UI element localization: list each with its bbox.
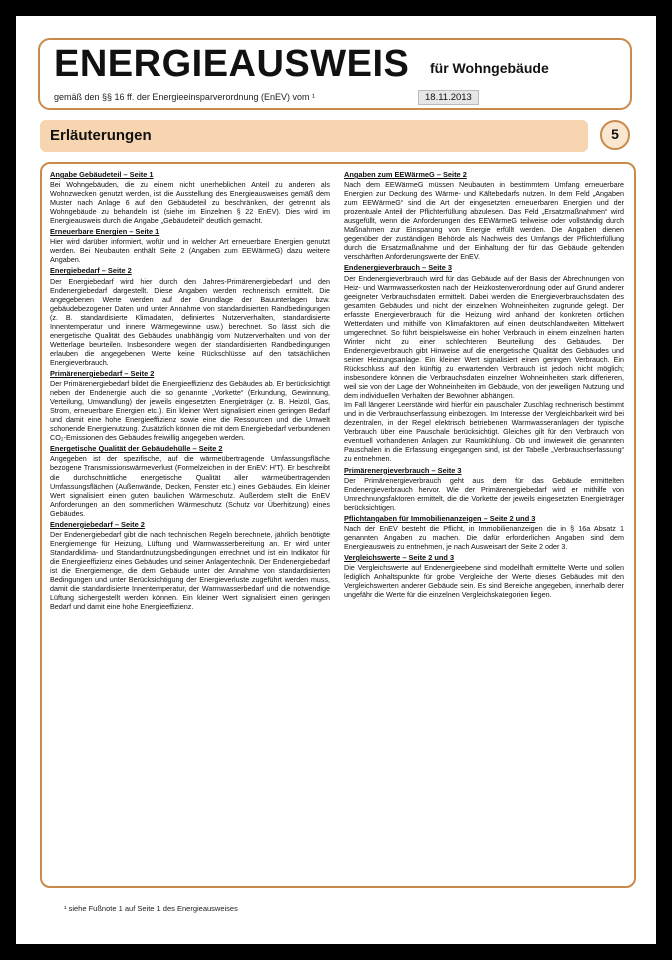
section-heading: Primärenergiebedarf – Seite 2	[50, 368, 155, 378]
section-bar	[40, 120, 588, 152]
page-number-badge: 5	[600, 120, 630, 150]
section-title: Erläuterungen	[50, 127, 152, 144]
section-heading: Endenergiebedarf – Seite 2	[50, 519, 145, 529]
section-heading: Angaben zum EEWärmeG – Seite 2	[344, 170, 467, 179]
footnote: ¹ siehe Fußnote 1 auf Seite 1 des Energieausweises	[64, 904, 238, 913]
explanation-section	[50, 227, 330, 264]
legal-basis: gemäß den §§ 16 ff. der Energieeinsparverordnung (EnEV) vom ¹	[54, 92, 315, 102]
explanation-section	[50, 170, 330, 225]
explanation-section	[344, 466, 624, 512]
section-text: Nach der EnEV besteht die Pflicht, in Immobilienanzeigen die in § 16a Absatz 1 genannten Angaben zu machen. Die dafür erforderlichen Angaben sind dem Energieausweis zu entnehmen, je nach Ausweisart der Seite 2 oder 3.	[344, 523, 624, 551]
section-text: Hier wird darüber informiert, wofür und in welcher Art erneuerbare Energien genutzt werden. Bei Neubauten enthält Seite 2 (Angaben zum EEWärmeG) dazu weitere Angaben.	[50, 237, 330, 265]
section-text: Der Energiebedarf wird hier durch den Jahres-Primärenergiebedarf und den Endenergiebedarf dargestellt. Diese Angaben werden rechnerisch ermittelt. Die angegebenen Werte werden auf der Grundlage der Bauunterlagen bzw. gebäudebezogener Daten und unter Annahme von standardisierten Randbedingungen (z. B. standardisierte Klimadaten, definiertes Nutzerverhalten, standardisierte Innentemperatur und innere Wärmegewinne usw.) berechnet. So lässt sich die energetische Qualität des Gebäudes unabhängig vom Nutzerverhalten und von der Wetterlage beurteilen. Insbesondere wegen der standardisierten Randbedingungen erlauben die angegebenen Werte keine Rückschlüsse auf den tatsächlichen Energieverbrauch.	[50, 276, 330, 367]
document-title: ENERGIEAUSWEIS	[54, 43, 410, 85]
section-heading: Energetische Qualität der Gebäudehülle – Seite 2	[50, 444, 223, 454]
explanation-section	[344, 553, 624, 599]
left-column	[50, 170, 330, 880]
explanation-section	[344, 514, 624, 551]
section-heading: Primärenergieverbrauch – Seite 3	[344, 465, 462, 475]
explanation-section	[50, 520, 330, 611]
section-heading: Angabe Gebäudeteil – Seite 1	[50, 170, 154, 179]
explanation-section	[50, 369, 330, 442]
section-text: Der Primärenergiebedarf bildet die Energieeffizienz des Gebäudes ab. Er berücksichtigt neben der Endenergie auch die so genannte „Vorkette“ (Erkundung, Gewinnung, Verteilung, Umwandlung) der jeweils eingesetzten Energieträger (z. B. Heizöl, Gas, Strom, erneuerbare Energien etc.). Ein kleiner Wert signalisiert einen geringen Bedarf und damit eine hohe Energieeffizienz sowie eine die Ressourcen und die Umwelt schonende Energienutzung. Zusätzlich können die mit dem Energiebedarf verbundenen CO₂-Emissionen des Gebäudes freiwillig angegeben werden.	[50, 379, 330, 443]
section-heading: Endenergieverbrauch – Seite 3	[344, 263, 453, 273]
section-text: Die Vergleichswerte auf Endenergieebene sind modellhaft ermittelte Werte und sollen lediglich Anhaltspunkte für grobe Vergleiche der Werte dieses Gebäudes mit den Vergleichswerten anderer Gebäude sein. Es sind Bereiche angegeben, innerhalb derer ungefähr die Werte für die einzelnen Vergleichskategorien liegen.	[344, 562, 624, 600]
section-text: Angegeben ist der spezifische, auf die wärmeübertragende Umfassungsfläche bezogene Transmissionswärmeverlust (Formelzeichen in der EnEV: H′T). Er beschreibt die durchschnittliche energetische Qualität aller wärmeübertragenden Umfassungsflächen (Außenwände, Decken, Fenster etc.) eines Gebäudes. Ein kleiner Wert signalisiert einen guten baulichen Wärmeschutz. Außerdem stellt die EnEV Anforderungen an den sommerlichen Wärmeschutz (Schutz vor Überhitzung) eines Gebäudes.	[50, 454, 330, 518]
document-page	[16, 16, 656, 944]
explanation-section	[344, 170, 624, 261]
section-heading: Pflichtangaben für Immobilienanzeigen – Seite 2 und 3	[344, 513, 536, 523]
explanation-section	[50, 444, 330, 517]
section-text: Nach dem EEWärmeG müssen Neubauten in bestimmtem Umfang erneuerbare Energien zur Deckung des Wärme- und Kältebedarfs nutzen. In dem Feld „Angaben zum EEWärmeG“ sind die Art der eingesetzten erneuerbaren Energien und der prozentuale Anteil der Pflichterfüllung abzulesen. Das Feld „Ersatzmaßnahmen“ wird ausgefüllt, wenn die Anforderungen des EEWärmeG teilweise oder vollständig durch Maßnahmen zur Einsparung von Energie erfüllt werden. Die Angaben dienen gegenüber der zuständigen Behörde als Nachweis des Umfangs der Pflichterfüllung durch die Ersatzmaßnahme und der Einhaltung der für das Gebäude geltenden verschärften Anforderungswerte der EnEV.	[344, 180, 624, 262]
section-heading: Energiebedarf – Seite 2	[50, 266, 132, 276]
document-subtitle: für Wohngebäude	[430, 60, 549, 76]
explanation-section	[344, 263, 624, 463]
regulation-date: 18.11.2013	[418, 90, 479, 105]
section-heading: Erneuerbare Energien – Seite 1	[50, 227, 160, 237]
section-text: Bei Wohngebäuden, die zu einem nicht unerheblichen Anteil zu anderen als Wohnzwecken genutzt werden, ist die Ausstellung des Energieausweises gemäß dem Muster nach Anlage 6 auf den Gebäudeteil zu beschränken, der getrennt als Wohngebäude zu behandeln ist (siehe im Einzelnen § 22 EnEV). Dies wird im Energieausweis durch die Angabe „Gebäudeteil“ deutlich gemacht.	[50, 180, 330, 226]
section-heading: Vergleichswerte – Seite 2 und 3	[344, 552, 455, 562]
header-box	[38, 38, 632, 110]
explanation-section	[50, 266, 330, 367]
section-text: Der Endenergieverbrauch wird für das Gebäude auf der Basis der Abrechnungen von Heiz- und Warmwasserkosten nach der Heizkostenverordnung oder auf Grund anderer geeigneter Verbrauchsdaten ermittelt. Dabei werden die Energieverbrauchsdaten des gesamten Gebäudes und nicht der einzelnen Wohneinheiten zugrunde gelegt. Der erfasste Energieverbrauch für die Heizung wird anhand der konkreten örtlichen Wetterdaten und mithilfe von Klimafaktoren auf einen deutschlandweiten Mittelwert umgerechnet. So führt beispielsweise ein hoher Verbrauch in einem einzelnen harten Winter nicht zu einer schlechteren Beurteilung des Gebäudes. Der Endenergieverbrauch gibt Hinweise auf die energetische Qualität des Gebäudes und seiner Heizungsanlage. Ein kleiner Wert signalisiert einen geringen Verbrauch. Ein Rückschluss auf den künftig zu erwartenden Verbrauch ist jedoch nicht möglich; insbesondere können die Verbrauchsdaten einzelner Wohneinheiten stark differieren, weil sie von der Lage der Wohneinheiten im Gebäude, von der jeweiligen Nutzung und dem individuellen Verhalten der Bewohner abhängen. Im Fall längerer Leerstände wird hierfür ein pauschaler Zuschlag rechnerisch bestimmt und in die Verbrauchserfassung einbezogen. Im Interesse der Vergleichbarkeit wird bei dezentralen, in der Regel elektrisch betriebenen Warmwasseranlagen der typische Verbrauch über eine Pauschale berücksichtigt. Gleiches gilt für den Verbrauch von eventuell vorhandenen Anlagen zur Raumkühlung. Ob und inwieweit die genannten Pauschalen in die Erfassung eingegangen sind, ist der Tabelle „Verbrauchserfassung“ zu entnehmen.	[344, 273, 624, 464]
section-text: Der Primärenergieverbrauch geht aus dem für das Gebäude ermittelten Endenergieverbrauch hervor. Wie der Primärenergiebedarf wird er mithilfe von Umrechnungsfaktoren ermittelt, die die Vorkette der jeweils eingesetzten Energieträger berücksichtigen.	[344, 475, 624, 512]
explanations-box	[40, 162, 636, 888]
right-column	[344, 170, 624, 880]
section-text: Der Endenergiebedarf gibt die nach technischen Regeln berechnete, jährlich benötigte Energiemenge für Heizung, Lüftung und Warmwasserbereitung an. Er wird unter Standardklima- und Standardnutzungsbedingungen errechnet und ist ein Indikator für die Energieeffizienz eines Gebäudes und seiner Anlagentechnik. Der Endenergiebedarf ist die Energiemenge, die dem Gebäude unter der Annahme von standardisierten Bedingungen und unter Berücksichtigung der Energieverluste zugeführt werden muss, damit die standardisierte Innentemperatur, der Warmwasserbedarf und die notwendige Lüftung sichergestellt werden können. Ein kleiner Wert signalisiert einen geringen Bedarf und damit eine hohe Energieeffizienz.	[50, 529, 330, 612]
